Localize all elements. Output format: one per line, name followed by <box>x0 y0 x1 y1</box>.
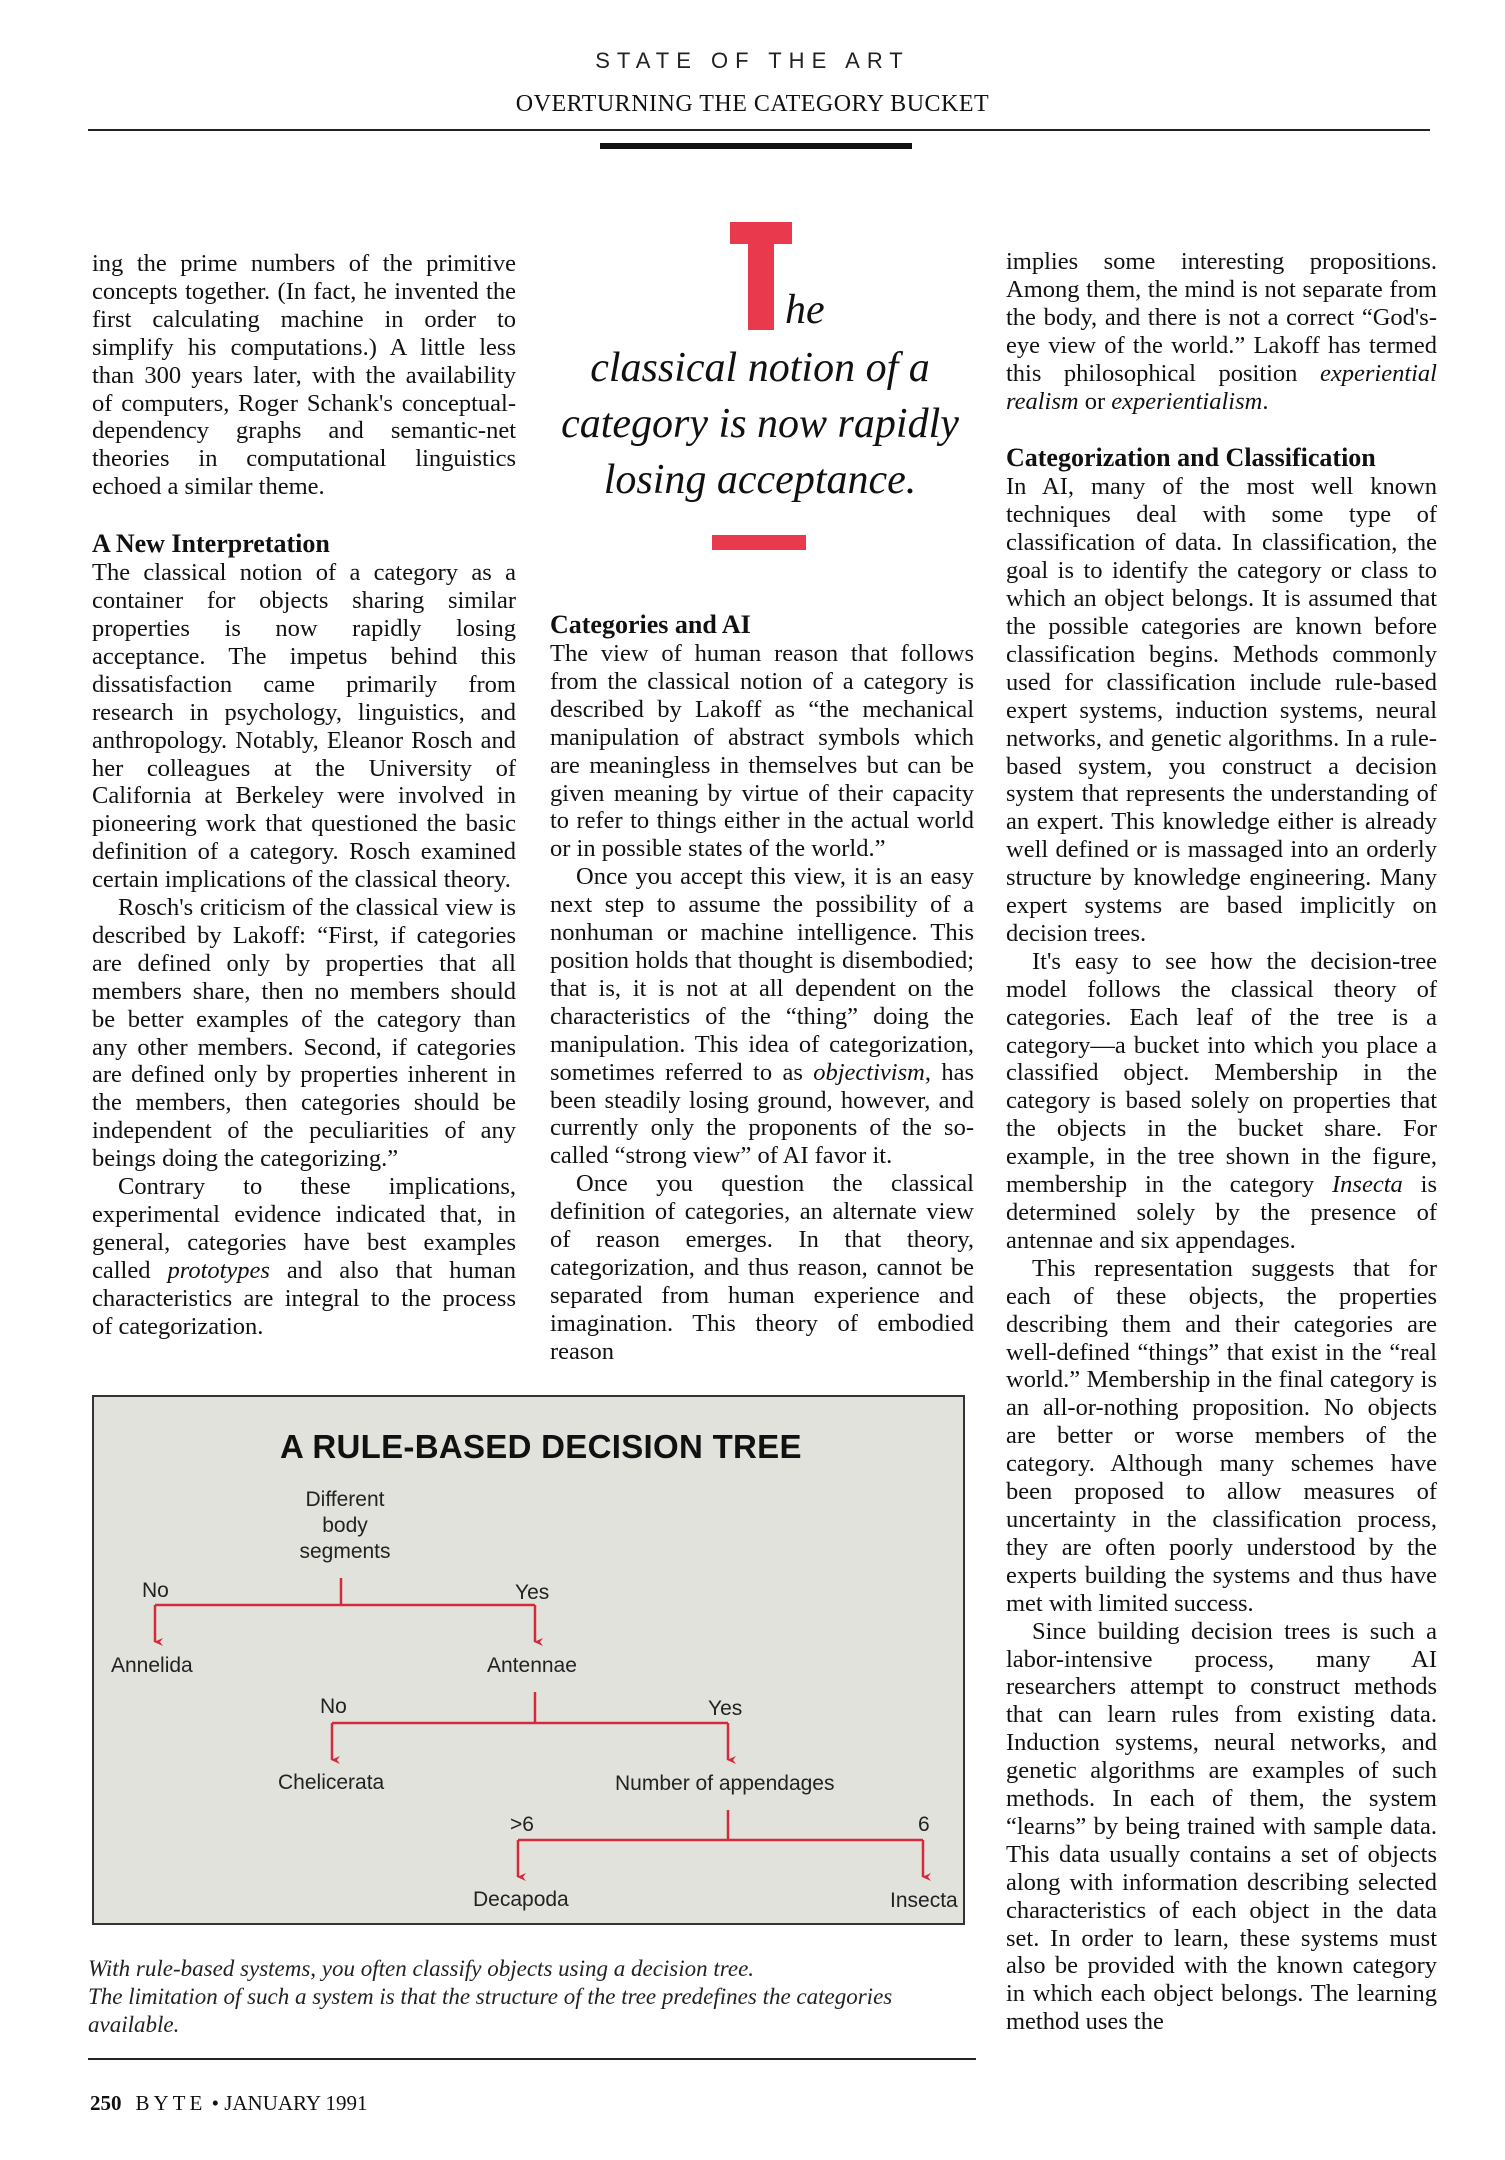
paragraph: The view of human reason that follows from the classical notion of a category is described by Lakoff as “the mechanical manipulation of abstract symbols which are meaningless in themselves but can be given meaning by virtue of their capacity to refer to things either in the actual world or in possible states of the world.” <box>550 640 974 863</box>
branch-label-yes: Yes <box>515 1581 550 1604</box>
figure-caption: With rule-based systems, you often classify objects using a decision tree. The limitation of such a system is that the structure of the tree predefines the categories available. <box>88 1956 893 2037</box>
paragraph: Once you accept this view, it is an easy next step to assume the possibility of a nonhuman or machine intelligence. This position holds that thought is disembodied; that is, it is not at all dependent on the characteristics of the “thing” doing the manipulation. This idea of categorization, sometimes referred to as objectivism, has been steadily losing ground, however, and currently only the proponents of the so-called “strong view” of AI favor it. <box>550 863 974 1170</box>
page-number: 250 <box>90 2091 122 2115</box>
paragraph: implies some interesting propositions. Among them, the mind is not separate from the body, and there is not a correct “God's-eye view of the world.” Lakoff has termed this philosophical position experiential realism or experientialism. <box>1006 248 1437 415</box>
node-annelida: Annelida <box>111 1654 193 1677</box>
section-kicker: STATE OF THE ART <box>595 48 910 73</box>
paragraph: This representation suggests that for each of these objects, the properties describing them and their categories are well-defined “things” that exist in the “real world.” Membership in the final category is an all-or-nothing proposition. No objects are better or worse members of the category. Although many schemes have been proposed to allow measures of uncertainty in the classification process, they are often poorly understood by the experts building the systems and thus have met with limited success. <box>1006 1254 1437 1617</box>
paragraph: Rosch's criticism of the classical view is described by Lakoff: “First, if categories are defined only by properties that all members share, then no members should be better examples of the category than any other members. Second, if categories are defined only by properties inherent in the members, then categories should be independent of the peculiarities of any beings doing the categorizing.” <box>92 894 516 1173</box>
branch-label-no: No <box>142 1579 169 1602</box>
branch-label-gt6: >6 <box>510 1813 534 1836</box>
node-decapoda: Decapoda <box>473 1888 569 1911</box>
node-number-of-appendages: Number of appendages <box>615 1772 835 1795</box>
footer-separator: • <box>211 2091 219 2115</box>
branch-label-no: No <box>320 1695 347 1718</box>
issue-date: JANUARY 1991 <box>224 2091 368 2115</box>
figure-title: A RULE-BASED DECISION TREE <box>280 1428 802 1465</box>
pullquote-lead: he <box>785 287 825 333</box>
section-heading: A New Interpretation <box>92 529 330 559</box>
node-insecta: Insecta <box>890 1889 958 1912</box>
node-body-segments: Different body segments <box>299 1488 391 1563</box>
paragraph: Contrary to these implications, experimental evidence indicated that, in general, categories have best examples called prototypes and also that human characteristics are integral to the process of categorization. <box>92 1173 516 1340</box>
paragraph: The classical notion of a category as a container for objects sharing similar properties is now rapidly losing acceptance. The impetus behind this dissatisfaction came primarily from research in psychology, linguistics, and anthropology. Notably, Eleanor Rosch and her colleagues at the University of California at Berkeley were involved in pioneering work that questioned the basic definition of a category. Rosch examined certain implications of the classical theory. <box>92 559 516 894</box>
node-chelicerata: Chelicerata <box>278 1771 385 1794</box>
branch-label-yes: Yes <box>708 1697 743 1720</box>
article-headline: OVERTURNING THE CATEGORY BUCKET <box>515 91 990 117</box>
caption-rule <box>88 2058 976 2060</box>
section-heading: Categories and AI <box>550 610 751 639</box>
pullquote-text: classical notion of a category is now rapidly losing acceptance. <box>561 345 959 503</box>
page-footer <box>90 2091 368 2116</box>
node-antennae: Antennae <box>487 1654 577 1677</box>
paragraph: ing the prime numbers of the primitive concepts together. (In fact, he invented the first calculating machine in order to simplify his computations.) A little less than 300 years later, with the availability of computers, Roger Schank's conceptual-dependency graphs and semantic-net theories in computational linguistics echoed a similar theme. <box>92 250 516 501</box>
drop-cap-letter: T <box>760 291 762 293</box>
paragraph: In AI, many of the most well known techniques deal with some type of classification of data. In classification, the goal is to identify the category or class to which an object belongs. It is assumed that the possible categories are known before classification begins. Methods commonly used for classification include rule-based expert systems, induction systems, neural networks, and genetic algorithms. In a rule-based system, you construct a decision system that represents the understanding of an expert. This knowledge either is already well defined or is massaged into an orderly structure by knowledge engineering. Many expert systems are based implicitly on decision trees. <box>1006 473 1437 947</box>
paragraph: It's easy to see how the decision-tree model follows the classical theory of categories. Each leaf of the tree is a category—a bucket into which you place a classified object. Membership in the category is based solely on properties that the objects in the bucket share. For example, in the tree shown in the figure, membership in the category Insecta is determined solely by the presence of antennae and six appendages. <box>1006 947 1437 1254</box>
paragraph: Once you question the classical definition of categories, an alternate view of reason emerges. In that theory, categorization, and thus reason, cannot be separated from human experience and imagination. This theory of embodied reason <box>550 1170 974 1365</box>
publication-name: BYTE <box>135 2091 207 2115</box>
branch-label-six: 6 <box>918 1813 930 1836</box>
paragraph: Since building decision trees is such a labor-intensive process, many AI researchers attempt to construct methods that can learn rules from existing data. Induction systems, neural networks, and genetic algorithms are examples of such methods. In each of them, the system “learns” by being trained with sample data. This data usually contains a set of objects along with information describing selected characteristics of each object in the data set. In order to learn, these systems must also be provided with the known category in which each object belongs. The learning method uses the <box>1006 1617 1437 2036</box>
section-heading: Categorization and Classification <box>1006 443 1376 473</box>
